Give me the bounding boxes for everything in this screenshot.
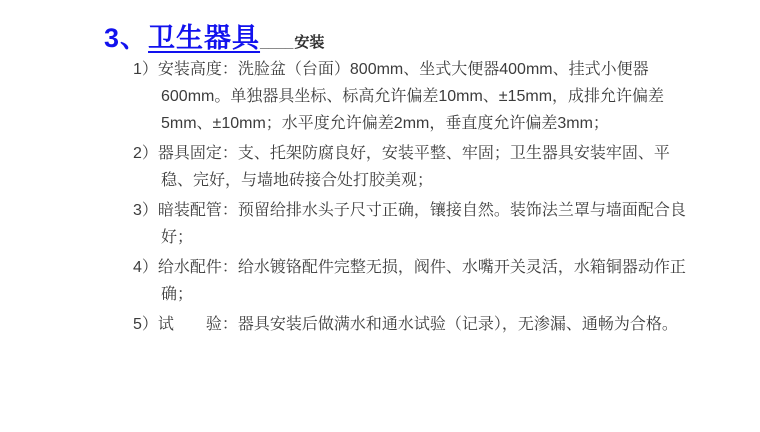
title-main-text: 卫生器具 xyxy=(148,23,261,53)
item-number: 3） xyxy=(133,202,158,219)
title-number: 3、 xyxy=(104,23,149,53)
list-item-5 xyxy=(133,311,701,338)
item-number: 4） xyxy=(133,259,158,276)
page-title xyxy=(104,16,324,55)
item-number: 1） xyxy=(133,61,158,78)
item-number: 2） xyxy=(133,145,158,162)
list-item-2 xyxy=(133,140,701,194)
list-item-1 xyxy=(133,56,701,137)
title-underscore: ____ xyxy=(260,34,294,51)
item-text: 试 验：器具安装后做满水和通水试验（记录），无渗漏、通畅为合格。 xyxy=(157,316,678,333)
item-text: 暗装配管：预留给排水头子尺寸正确，镶接自然。装饰法兰罩与墙面配合良好； xyxy=(157,202,686,246)
item-number: 5） xyxy=(133,316,158,333)
title-suffix: 安装 xyxy=(294,34,325,51)
item-text: 器具固定：支、托架防腐良好，安装平整、牢固；卫生器具安装牢固、平稳、完好，与墙地砖接合处打胶美观； xyxy=(157,145,670,189)
item-text: 给水配件：给水镀铬配件完整无损，阀件、水嘴开关灵活，水箱铜器动作正确； xyxy=(157,259,686,303)
item-text: 安装高度：洗脸盆（台面）800mm、坐式大便器400mm、挂式小便器600mm。单独器具坐标、标高允许偏差10mm、±15mm，成排允许偏差5mm、±10mm；水平度允许偏差2mm，垂直度允许偏差3mm； xyxy=(157,61,665,132)
list-item-4 xyxy=(133,254,701,308)
slide-body xyxy=(133,56,701,341)
list-item-3 xyxy=(133,197,701,251)
